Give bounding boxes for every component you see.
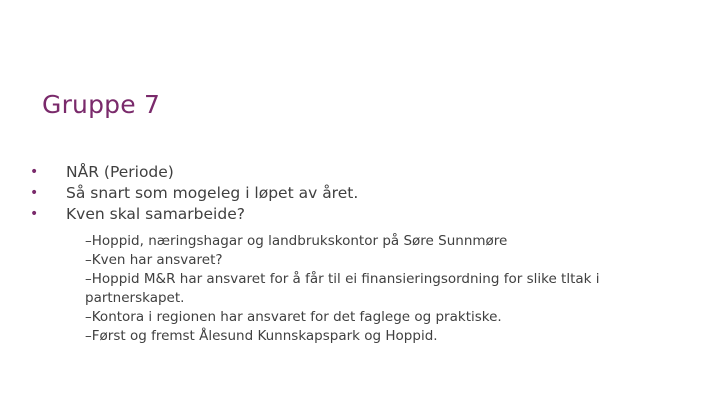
dash-marker: – — [85, 309, 92, 325]
slide-title: Gruppe 7 — [42, 90, 161, 119]
bullet-text: Kven skal samarbeide? — [66, 205, 245, 223]
bullet-marker: • — [30, 206, 39, 222]
bullet-marker: • — [30, 164, 39, 180]
sub-bullet-text: Kven har ansvaret? — [91, 252, 223, 268]
sub-bullet-item — [85, 270, 645, 308]
bullet-item — [30, 183, 358, 204]
bullet-text: Så snart som mogeleg i løpet av året. — [66, 184, 359, 202]
dash-marker: – — [85, 271, 92, 287]
sub-bullet-text: Først og fremst Ålesund Kunnskapspark og Hoppid. — [91, 328, 438, 344]
sub-bullet-text: Hoppid, næringshagar og landbrukskontor på Søre Sunnmøre — [91, 233, 508, 249]
bullet-text: NÅR (Periode) — [66, 163, 174, 181]
sub-bullet-text: Kontora i regionen har ansvaret for det faglege og praktiske. — [91, 309, 502, 325]
dash-marker: – — [85, 252, 92, 268]
bullet-marker: • — [30, 185, 39, 201]
sub-bullet-item — [85, 308, 645, 327]
sub-bullet-item — [85, 232, 645, 251]
bullet-item — [30, 162, 358, 183]
sub-bullet-item — [85, 251, 645, 270]
dash-marker: – — [85, 328, 92, 344]
bullet-list — [30, 162, 358, 225]
sub-bullet-list — [85, 232, 645, 346]
dash-marker: – — [85, 233, 92, 249]
sub-bullet-item — [85, 327, 645, 346]
sub-bullet-text: Hoppid M&R har ansvaret for å får til ei finansieringsordning for slike tltak i partnerskapet. — [85, 271, 600, 306]
bullet-item — [30, 204, 358, 225]
